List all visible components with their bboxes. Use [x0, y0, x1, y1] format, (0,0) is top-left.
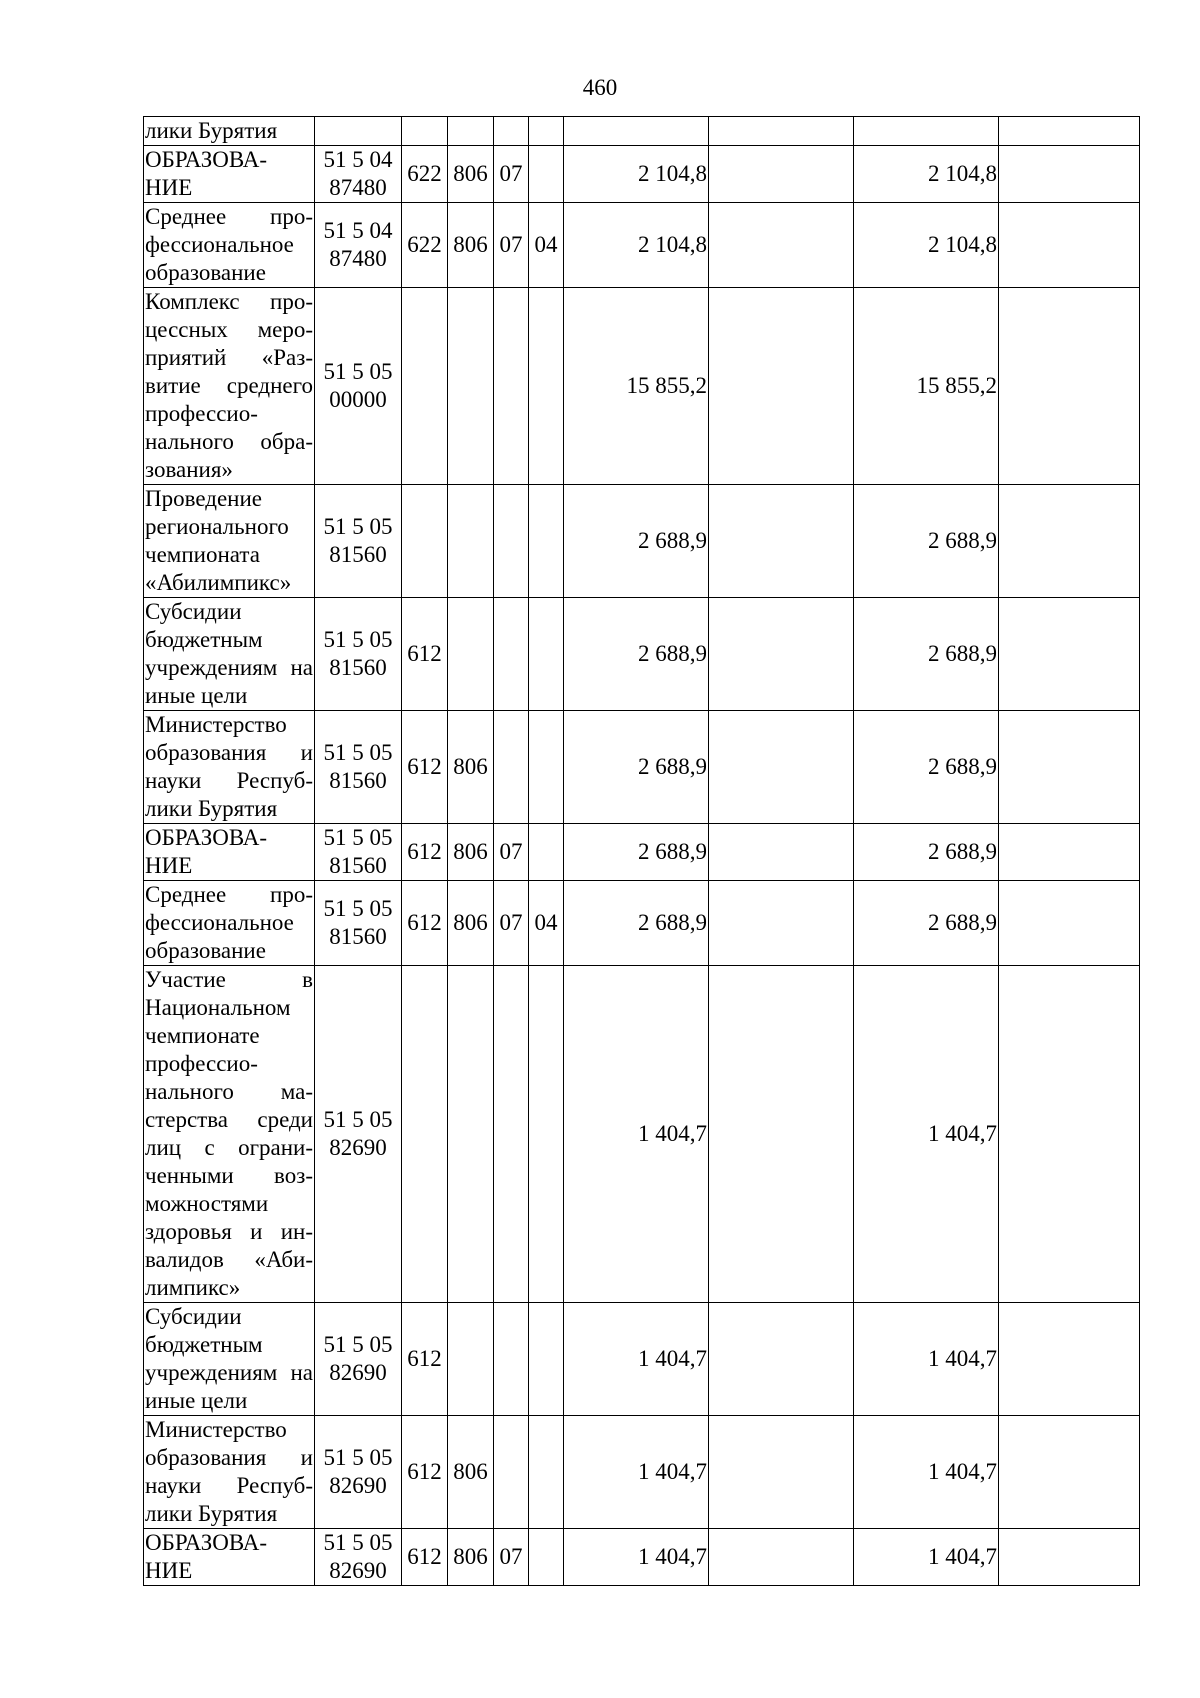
table-row: [144, 146, 1140, 203]
amount-cell-1: 1 404,7: [564, 1529, 709, 1586]
ministry-code-cell: [448, 485, 494, 598]
amount-cell-4: [999, 598, 1140, 711]
amount-cell-2: [709, 485, 854, 598]
section-code-cell: 07: [494, 203, 529, 288]
expense-type-code-cell: 622: [402, 203, 448, 288]
subsection-code-cell: [529, 146, 564, 203]
row-name-cell: Комплекс про-цессных меро-приятий «Раз-витие среднего профессио-нального обра-зования»: [144, 288, 315, 485]
target-article-code-line: 51 5 05: [323, 627, 393, 652]
amount-cell-1: 2 688,9: [564, 711, 709, 824]
table-row: [144, 881, 1140, 966]
amount-cell-4: [999, 203, 1140, 288]
amount-cell-1: 15 855,2: [564, 288, 709, 485]
target-article-code-cell: [315, 966, 402, 1303]
target-article-code-cell: [315, 1529, 402, 1586]
budget-table: [143, 116, 1140, 1586]
amount-cell-1: 2 688,9: [564, 598, 709, 711]
table-row: [144, 1529, 1140, 1586]
subsection-code-cell: [529, 824, 564, 881]
amount-cell-3: [854, 117, 999, 146]
row-name-cell: ОБРАЗОВА-НИЕ: [144, 824, 315, 881]
amount-cell-4: [999, 1303, 1140, 1416]
expense-type-code-cell: 622: [402, 146, 448, 203]
ministry-code-cell: 806: [448, 881, 494, 966]
budget-table-body: [144, 117, 1140, 1586]
table-row: [144, 966, 1140, 1303]
ministry-code-cell: [448, 1303, 494, 1416]
expense-type-code-cell: 612: [402, 598, 448, 711]
amount-cell-1: 1 404,7: [564, 966, 709, 1303]
amount-cell-1: 1 404,7: [564, 1416, 709, 1529]
target-article-code-cell: [315, 146, 402, 203]
row-name-cell: Министерство образования и науки Респуб-лики Бурятия: [144, 711, 315, 824]
expense-type-code-cell: [402, 485, 448, 598]
expense-type-code-cell: 612: [402, 881, 448, 966]
amount-cell-3: 1 404,7: [854, 1416, 999, 1529]
expense-type-code-cell: [402, 117, 448, 146]
section-code-cell: 07: [494, 1529, 529, 1586]
table-row: [144, 1416, 1140, 1529]
row-name-cell: Участие в Национальном чемпионате профессио-нального ма-стерства среди лиц с ограни-ченными воз-можностями здоровья и ин-валидов «Аби-лимпикс»: [144, 966, 315, 1303]
section-code-cell: 07: [494, 146, 529, 203]
amount-cell-2: [709, 1416, 854, 1529]
target-article-code-cell: [315, 711, 402, 824]
amount-cell-3: 2 104,8: [854, 146, 999, 203]
amount-cell-4: [999, 288, 1140, 485]
target-article-code-line: 51 5 05: [323, 1332, 393, 1357]
ministry-code-cell: 806: [448, 146, 494, 203]
ministry-code-cell: 806: [448, 824, 494, 881]
subsection-code-cell: [529, 598, 564, 711]
target-article-code-cell: [315, 485, 402, 598]
expense-type-code-cell: 612: [402, 1416, 448, 1529]
target-article-code-line: 87480: [329, 175, 387, 200]
amount-cell-3: 1 404,7: [854, 1529, 999, 1586]
target-article-code-line: 00000: [329, 387, 387, 412]
amount-cell-3: 2 688,9: [854, 711, 999, 824]
ministry-code-cell: 806: [448, 711, 494, 824]
target-article-code-cell: [315, 117, 402, 146]
expense-type-code-cell: 612: [402, 1303, 448, 1416]
section-code-cell: 07: [494, 881, 529, 966]
target-article-code-line: 51 5 04: [323, 147, 393, 172]
amount-cell-2: [709, 711, 854, 824]
ministry-code-cell: 806: [448, 1416, 494, 1529]
row-name-cell: Субсидии бюджетным учреждениям на иные цели: [144, 1303, 315, 1416]
subsection-code-cell: [529, 1416, 564, 1529]
amount-cell-2: [709, 1303, 854, 1416]
ministry-code-cell: [448, 117, 494, 146]
target-article-code-line: 81560: [329, 924, 387, 949]
amount-cell-1: 2 688,9: [564, 881, 709, 966]
amount-cell-2: [709, 966, 854, 1303]
amount-cell-1: 2 104,8: [564, 146, 709, 203]
target-article-code-cell: [315, 824, 402, 881]
amount-cell-4: [999, 966, 1140, 1303]
amount-cell-3: 2 688,9: [854, 598, 999, 711]
ministry-code-cell: 806: [448, 203, 494, 288]
section-code-cell: [494, 598, 529, 711]
amount-cell-2: [709, 146, 854, 203]
table-row: [144, 117, 1140, 146]
target-article-code-cell: [315, 598, 402, 711]
subsection-code-cell: [529, 1529, 564, 1586]
subsection-code-cell: [529, 485, 564, 598]
target-article-code-cell: [315, 1416, 402, 1529]
amount-cell-4: [999, 1416, 1140, 1529]
amount-cell-3: 2 688,9: [854, 485, 999, 598]
table-row: [144, 598, 1140, 711]
target-article-code-line: 81560: [329, 768, 387, 793]
target-article-code-line: 51 5 05: [323, 1445, 393, 1470]
target-article-code-line: 81560: [329, 542, 387, 567]
amount-cell-2: [709, 1529, 854, 1586]
table-row: [144, 711, 1140, 824]
target-article-code-line: 82690: [329, 1360, 387, 1385]
target-article-code-line: 82690: [329, 1135, 387, 1160]
amount-cell-1: 2 688,9: [564, 824, 709, 881]
target-article-code-line: 51 5 04: [323, 218, 393, 243]
section-code-cell: 07: [494, 824, 529, 881]
amount-cell-2: [709, 117, 854, 146]
expense-type-code-cell: [402, 966, 448, 1303]
target-article-code-cell: [315, 203, 402, 288]
page-number: 460: [582, 75, 618, 100]
amount-cell-4: [999, 117, 1140, 146]
row-name-cell: Министерство образования и науки Респуб-лики Бурятия: [144, 1416, 315, 1529]
target-article-code-cell: [315, 288, 402, 485]
target-article-code-line: 81560: [329, 853, 387, 878]
table-row: [144, 203, 1140, 288]
amount-cell-1: 1 404,7: [564, 1303, 709, 1416]
amount-cell-3: 2 688,9: [854, 824, 999, 881]
expense-type-code-cell: 612: [402, 824, 448, 881]
amount-cell-2: [709, 598, 854, 711]
amount-cell-2: [709, 881, 854, 966]
amount-cell-4: [999, 881, 1140, 966]
subsection-code-cell: [529, 117, 564, 146]
amount-cell-1: 2 688,9: [564, 485, 709, 598]
amount-cell-2: [709, 824, 854, 881]
amount-cell-2: [709, 203, 854, 288]
target-article-code-line: 51 5 05: [323, 1107, 393, 1132]
amount-cell-4: [999, 824, 1140, 881]
subsection-code-cell: [529, 711, 564, 824]
section-code-cell: [494, 1416, 529, 1529]
ministry-code-cell: 806: [448, 1529, 494, 1586]
amount-cell-4: [999, 485, 1140, 598]
row-name-cell: Среднее про-фессиональное образование: [144, 203, 315, 288]
amount-cell-3: 1 404,7: [854, 1303, 999, 1416]
section-code-cell: [494, 966, 529, 1303]
subsection-code-cell: [529, 288, 564, 485]
expense-type-code-cell: 612: [402, 1529, 448, 1586]
row-name-cell: ОБРАЗОВА-НИЕ: [144, 1529, 315, 1586]
target-article-code-line: 51 5 05: [323, 359, 393, 384]
ministry-code-cell: [448, 598, 494, 711]
target-article-code-line: 51 5 05: [323, 896, 393, 921]
row-name-cell: ОБРАЗОВА-НИЕ: [144, 146, 315, 203]
expense-type-code-cell: 612: [402, 711, 448, 824]
target-article-code-line: 51 5 05: [323, 825, 393, 850]
table-row: [144, 1303, 1140, 1416]
amount-cell-3: 1 404,7: [854, 966, 999, 1303]
target-article-code-line: 51 5 05: [323, 514, 393, 539]
target-article-code-cell: [315, 1303, 402, 1416]
amount-cell-4: [999, 1529, 1140, 1586]
amount-cell-1: 2 104,8: [564, 203, 709, 288]
target-article-code-line: 82690: [329, 1558, 387, 1583]
ministry-code-cell: [448, 288, 494, 485]
amount-cell-3: 2 688,9: [854, 881, 999, 966]
section-code-cell: [494, 1303, 529, 1416]
section-code-cell: [494, 485, 529, 598]
row-name-cell: лики Бурятия: [144, 117, 315, 146]
amount-cell-4: [999, 146, 1140, 203]
section-code-cell: [494, 288, 529, 485]
row-name-cell: Среднее про-фессиональное образование: [144, 881, 315, 966]
amount-cell-2: [709, 288, 854, 485]
subsection-code-cell: 04: [529, 881, 564, 966]
table-row: [144, 485, 1140, 598]
target-article-code-line: 51 5 05: [323, 1530, 393, 1555]
subsection-code-cell: [529, 1303, 564, 1416]
section-code-cell: [494, 117, 529, 146]
amount-cell-1: [564, 117, 709, 146]
target-article-code-line: 51 5 05: [323, 740, 393, 765]
ministry-code-cell: [448, 966, 494, 1303]
subsection-code-cell: 04: [529, 203, 564, 288]
target-article-code-line: 81560: [329, 655, 387, 680]
amount-cell-3: 15 855,2: [854, 288, 999, 485]
target-article-code-line: 82690: [329, 1473, 387, 1498]
amount-cell-4: [999, 711, 1140, 824]
row-name-cell: Субсидии бюджетным учреждениям на иные цели: [144, 598, 315, 711]
table-row: [144, 288, 1140, 485]
section-code-cell: [494, 711, 529, 824]
expense-type-code-cell: [402, 288, 448, 485]
amount-cell-3: 2 104,8: [854, 203, 999, 288]
target-article-code-cell: [315, 881, 402, 966]
table-row: [144, 824, 1140, 881]
subsection-code-cell: [529, 966, 564, 1303]
target-article-code-line: 87480: [329, 246, 387, 271]
row-name-cell: Проведение регионального чемпионата «Абилимпикс»: [144, 485, 315, 598]
